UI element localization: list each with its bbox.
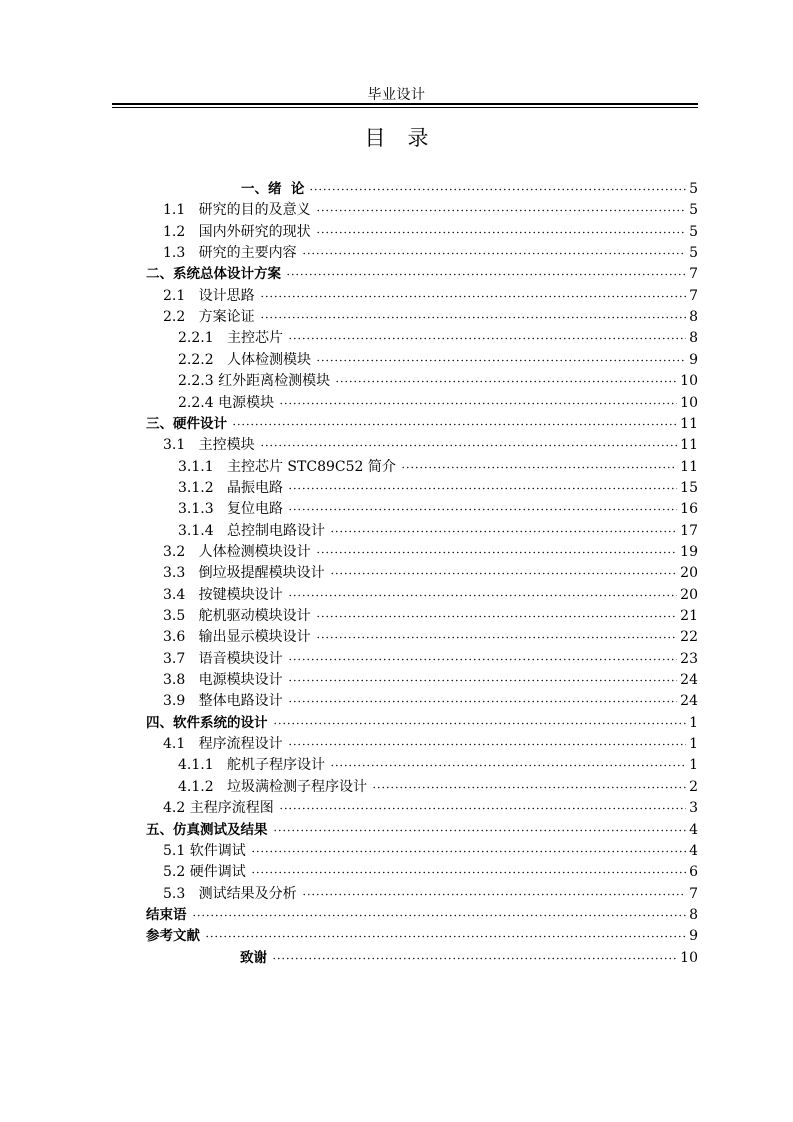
- toc-leader-dots: [316, 230, 686, 235]
- toc-entry-page: 4: [689, 842, 698, 859]
- toc-entry-label: 3.7 语音模块设计: [163, 650, 283, 667]
- toc-entry-page: 11: [680, 458, 698, 475]
- toc-entry-label: 参考文献: [146, 928, 200, 945]
- toc-entry-page: 20: [680, 565, 698, 582]
- toc-leader-dots: [309, 187, 686, 192]
- toc-leader-dots: [260, 294, 686, 299]
- toc-entry-label: 2.2 方案论证: [163, 309, 255, 326]
- toc-leader-dots: [251, 870, 686, 875]
- toc-entry[interactable]: [0, 649, 793, 670]
- toc-entry[interactable]: [0, 542, 793, 563]
- toc-entry-label: 3.3 倒垃圾提醒模块设计: [163, 565, 325, 582]
- toc-leader-dots: [302, 892, 686, 897]
- toc-entry[interactable]: [0, 820, 793, 841]
- toc-entry[interactable]: [0, 222, 793, 243]
- toc-entry-page: 2: [689, 778, 698, 795]
- toc-entry-page: 4: [689, 821, 698, 838]
- toc-entry-label: 四、软件系统的设计: [146, 714, 268, 731]
- toc-entry-page: 5: [689, 181, 698, 197]
- toc-entry[interactable]: [0, 414, 793, 435]
- toc-entry-page: 3: [689, 800, 698, 817]
- toc-entry-label: 4.1.2 垃圾满检测子程序设计: [178, 778, 367, 795]
- toc-entry[interactable]: [0, 948, 793, 969]
- toc-leader-dots: [232, 422, 677, 427]
- toc-entry-label: 致谢: [240, 949, 267, 966]
- toc-entry-label: 2.2.1 主控芯片: [178, 330, 283, 347]
- header-rule-thin: [112, 107, 698, 108]
- toc-leader-dots: [288, 593, 677, 598]
- toc-entry-page: 15: [680, 479, 698, 496]
- toc-entry[interactable]: [0, 435, 793, 456]
- toc-leader-dots: [273, 721, 686, 726]
- toc-entry[interactable]: [0, 734, 793, 755]
- toc-entry-page: 23: [680, 650, 698, 667]
- toc-entry[interactable]: [0, 755, 793, 776]
- toc-entry[interactable]: [0, 307, 793, 328]
- toc-entry-page: 6: [689, 864, 698, 881]
- toc-leader-dots: [251, 849, 686, 854]
- toc-leader-dots: [302, 251, 686, 256]
- toc-entry[interactable]: [0, 777, 793, 798]
- toc-entry-page: 24: [680, 672, 698, 689]
- page-title: 目录: [364, 126, 451, 150]
- toc-leader-dots: [330, 763, 686, 768]
- toc-entry[interactable]: [0, 243, 793, 264]
- toc-entry[interactable]: [0, 606, 793, 627]
- toc-entry[interactable]: [0, 499, 793, 520]
- toc-entry[interactable]: [0, 286, 793, 307]
- toc-entry[interactable]: [0, 521, 793, 542]
- toc-leader-dots: [288, 678, 677, 683]
- toc-entry-label: 3.8 电源模块设计: [163, 672, 283, 689]
- toc-entry-page: 10: [680, 949, 698, 966]
- toc-entry-page: 10: [680, 394, 698, 411]
- toc-leader-dots: [316, 550, 677, 555]
- toc-leader-dots: [286, 272, 686, 277]
- toc-entry-page: 5: [689, 202, 698, 219]
- toc-entry-label: 5.2 硬件调试: [163, 864, 246, 881]
- toc-leader-dots: [316, 358, 686, 363]
- toc-entry[interactable]: [0, 457, 793, 478]
- running-header: 毕业设计: [367, 87, 426, 103]
- toc-leader-dots: [288, 742, 686, 747]
- toc-entry-label: 3.1.3 复位电路: [178, 501, 283, 518]
- toc-entry[interactable]: [0, 926, 793, 947]
- toc-leader-dots: [288, 699, 677, 704]
- header-rule-thick: [112, 103, 698, 105]
- toc-entry[interactable]: [0, 478, 793, 499]
- toc-entry-label: 2.2.2 人体检测模块: [178, 351, 311, 368]
- toc-entry-page: 8: [689, 906, 698, 923]
- toc-entry[interactable]: [0, 798, 793, 819]
- toc-entry-page: 11: [680, 415, 698, 432]
- toc-leader-dots: [401, 465, 677, 470]
- toc-entry-page: 5: [689, 223, 698, 240]
- toc-entry-label: 4.1 程序流程设计: [163, 736, 283, 753]
- toc-leader-dots: [272, 956, 677, 961]
- toc-leader-dots: [316, 208, 686, 213]
- toc-leader-dots: [316, 614, 677, 619]
- toc-entry[interactable]: [0, 328, 793, 349]
- toc-leader-dots: [279, 401, 677, 406]
- toc-entry[interactable]: [0, 563, 793, 584]
- toc-entry-label: 1.1 研究的目的及意义: [163, 202, 311, 219]
- toc-entry-label: 3.1.2 晶振电路: [178, 479, 283, 496]
- toc-leader-dots: [273, 828, 686, 833]
- toc-entry-label: 5.3 测试结果及分析: [163, 885, 297, 902]
- toc-entry-label: 结束语: [146, 906, 187, 923]
- toc-entry-label: 5.1 软件调试: [163, 842, 246, 859]
- toc-entry-label: 4.2 主程序流程图: [163, 800, 274, 817]
- toc-entry-page: 16: [680, 501, 698, 518]
- toc-entry-page: 8: [689, 330, 698, 347]
- toc-leader-dots: [288, 336, 686, 341]
- toc-entry-label: 3.9 整体电路设计: [163, 693, 283, 710]
- toc-leader-dots: [288, 657, 677, 662]
- toc-entry[interactable]: [0, 862, 793, 883]
- toc-entry-label: 五、仿真测试及结果: [146, 821, 268, 838]
- toc-entry-page: 5: [689, 245, 698, 262]
- toc-leader-dots: [372, 785, 686, 790]
- toc-entry[interactable]: [0, 350, 793, 371]
- toc-entry-page: 17: [680, 522, 698, 539]
- toc-entry-page: 1: [689, 757, 698, 774]
- toc-entry-label: 3.1.1 主控芯片 STC89C52 简介: [178, 458, 396, 475]
- toc-entry-page: 1: [689, 714, 698, 731]
- toc-leader-dots: [335, 379, 677, 384]
- toc-entry[interactable]: [0, 691, 793, 712]
- toc-entry-label: 2.1 设计思路: [163, 287, 255, 304]
- toc-entry[interactable]: [0, 393, 793, 414]
- toc-entry-page: 11: [680, 437, 698, 454]
- toc-entry-page: 24: [680, 693, 698, 710]
- toc-entry-label: 3.2 人体检测模块设计: [163, 543, 311, 560]
- toc-entry-label: 三、硬件设计: [146, 415, 227, 432]
- toc-entry[interactable]: [0, 841, 793, 862]
- toc-leader-dots: [192, 913, 686, 918]
- toc-entry-label: 1.2 国内外研究的现状: [163, 223, 311, 240]
- toc-leader-dots: [279, 806, 686, 811]
- toc-entry-label: 一、绪 论: [241, 181, 305, 197]
- toc-entry-label: 二、系统总体设计方案: [146, 266, 281, 283]
- toc-leader-dots: [316, 635, 677, 640]
- toc-leader-dots: [260, 443, 677, 448]
- toc-leader-dots: [330, 529, 677, 534]
- toc-entry-page: 8: [689, 309, 698, 326]
- toc-entry-page: 1: [689, 736, 698, 753]
- toc-leader-dots: [288, 486, 677, 491]
- toc-entry-page: 21: [680, 608, 698, 624]
- toc-entry-page: 7: [689, 885, 698, 902]
- toc-leader-dots: [205, 934, 686, 939]
- toc-leader-dots: [330, 571, 677, 576]
- toc-entry-page: 20: [680, 586, 698, 603]
- toc-entry[interactable]: [0, 905, 793, 926]
- toc-entry[interactable]: [0, 264, 793, 285]
- toc-leader-dots: [260, 315, 686, 320]
- toc-entry[interactable]: [0, 713, 793, 734]
- toc-entry-label: 2.2.4 电源模块: [178, 394, 275, 411]
- toc-entry-label: 1.3 研究的主要内容: [163, 245, 297, 262]
- toc-entry[interactable]: [0, 884, 793, 905]
- toc-entry-page: 9: [689, 351, 698, 368]
- toc-entry-label: 3.4 按键模块设计: [163, 586, 283, 603]
- toc-entry[interactable]: [0, 670, 793, 691]
- toc-entry[interactable]: [0, 200, 793, 221]
- toc-entry-label: 3.6 输出显示模块设计: [163, 629, 311, 646]
- toc-entry[interactable]: [0, 371, 793, 392]
- toc-entry-label: 4.1.1 舵机子程序设计: [178, 757, 325, 774]
- toc-entry-label: 3.1 主控模块: [163, 437, 255, 454]
- toc-entry-page: 19: [680, 543, 698, 560]
- toc-entry[interactable]: [0, 179, 793, 200]
- toc-entry-page: 7: [689, 287, 698, 304]
- toc-leader-dots: [288, 507, 677, 512]
- toc-entry-page: 9: [689, 928, 698, 945]
- toc-entry-page: 7: [689, 266, 698, 283]
- toc-entry[interactable]: [0, 585, 793, 606]
- toc-entry-label: 3.5 舵机驱动模块设计: [163, 608, 311, 624]
- toc-entry-page: 10: [680, 373, 698, 390]
- toc-entry-label: 2.2.3 红外距离检测模块: [178, 373, 331, 390]
- toc-entry-page: 22: [680, 629, 698, 646]
- toc-entry[interactable]: [0, 627, 793, 648]
- toc-entry-label: 3.1.4 总控制电路设计: [178, 522, 325, 539]
